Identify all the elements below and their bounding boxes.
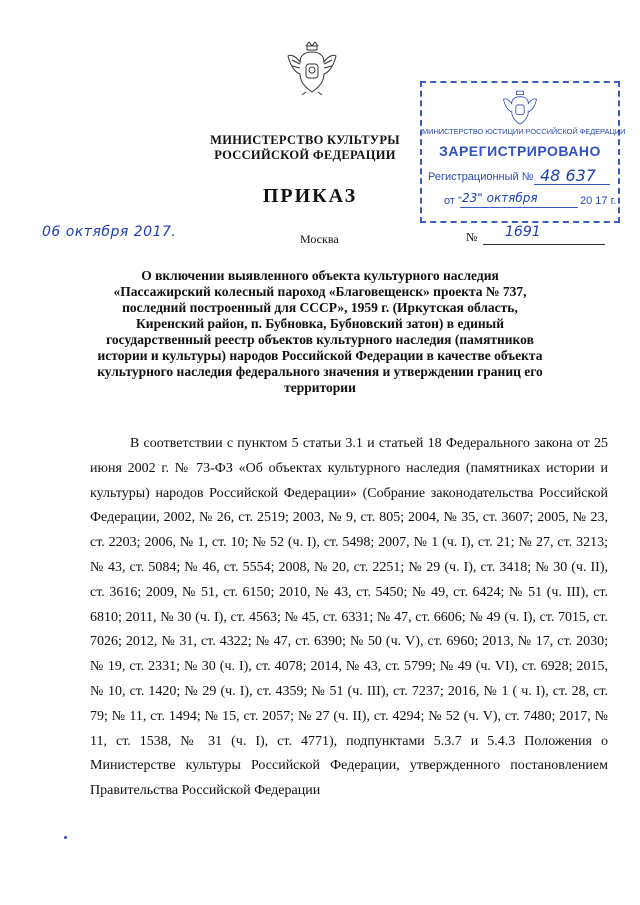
ink-mark bbox=[64, 836, 67, 839]
stamp-from-label: от " bbox=[444, 195, 462, 207]
stamp-ministry-name: МИНИСТЕРСТВО ЮСТИЦИИ РОССИЙСКОЙ ФЕДЕРАЦИИ bbox=[422, 127, 626, 136]
stamp-regnum-label: Регистрационный № bbox=[428, 171, 534, 183]
order-body-paragraph: В соответствии с пунктом 5 статьи 3.1 и статьей 18 Федерального закона от 25 июня 2002 г. № 73-ФЗ «Об объектах культурного наследия (памятниках истории и культуры) народов Российской Федерации» (Собрание законодательства Российской Федерации, 2002, № 26, ст. 2519; 2003, № 9, ст. 805; 2004, № 35, ст. 3607; 2005, № 23, ст. 2203; 2006, № 1, ст. 10; № 52 (ч. I), ст. 5498; 2007, № 1 (ч. I), ст. 21; № 27, ст. 3213; № 43, ст. 5084; № 46, ст. 5554; 2008, № 20, ст. 2251; № 29 (ч. I), ст. 3418; № 30 (ч. II), ст. 3616; 2009, № 51, ст. 6150; 2010, № 43, ст. 5450; № 49, ст. 6424; № 51 (ч. III), ст. 6810; 2011, № 30 (ч. I), ст. 4563; № 45, ст. 6331; № 47, ст. 6606; № 49 (ч. I), ст. 7015, ст. 7026; 2012, № 31, ст. 4322; № 47, ст. 6390; № 50 (ч. V), ст. 6960; 2013, № 17, ст. 2030; № 19, ст. 2331; № 30 (ч. I), ст. 4078; 2014, № 43, ст. 5799; № 49 (ч. VI), ст. 6928; 2015, № 10, ст. 1420; № 29 (ч. I), ст. 4359; № 51 (ч. III), ст. 7237; 2016, № 1 ( ч. I), ст. 28, ст. 79; № 11, ст. 1494; № 15, ст. 2057; № 27 (ч. II), ст. 4294; № 52 (ч. V), ст. 7480; 2017, № 11, ст. 1538, № 31 (ч. I), ст. 4771), подпунктами 5.3.7 и 5.4.3 Положения о Министерстве культуры Российской Федерации, утвержденного постановлением Правительства Российской Федерации bbox=[90, 436, 608, 799]
registration-stamp bbox=[420, 81, 626, 223]
document-type-heading: ПРИКАЗ bbox=[262, 185, 358, 207]
stamp-year-label: 20 17 г. bbox=[580, 195, 617, 207]
handwritten-number: 1691 bbox=[505, 224, 541, 240]
stamp-date-value: 23" октября bbox=[462, 191, 538, 205]
ministry-name-line2: РОССИЙСКОЙ ФЕДЕРАЦИИ bbox=[214, 148, 396, 162]
number-label: № bbox=[466, 230, 478, 244]
ministry-name-line1: МИНИСТЕРСТВО КУЛЬТУРЫ bbox=[210, 133, 400, 147]
number-underline bbox=[483, 244, 605, 245]
city-label: Москва bbox=[300, 232, 339, 246]
stamp-emblem-icon bbox=[502, 87, 538, 127]
handwritten-date: 06 октября 2017. bbox=[42, 224, 177, 240]
stamp-regnum-value: 48 637 bbox=[540, 166, 596, 185]
stamp-date-underline bbox=[460, 207, 578, 208]
coat-of-arms-icon bbox=[286, 38, 338, 96]
stamp-registered-label: ЗАРЕГИСТРИРОВАНО bbox=[439, 143, 601, 159]
order-title: О включении выявленного объекта культурного наследия «Пассажирский колесный пароход «Благовещенск» проекта № 737, последний построенный для СССР», 1959 г. (Иркутская область, Киренский район, п. Бубновка, Бубновский затон) в единый государственный реестр объектов культурного наследия (памятников истории и культуры) народов Российской Федерации в качестве объекта культурного наследия федерального значения и утверждении границ его территории bbox=[97, 268, 543, 395]
